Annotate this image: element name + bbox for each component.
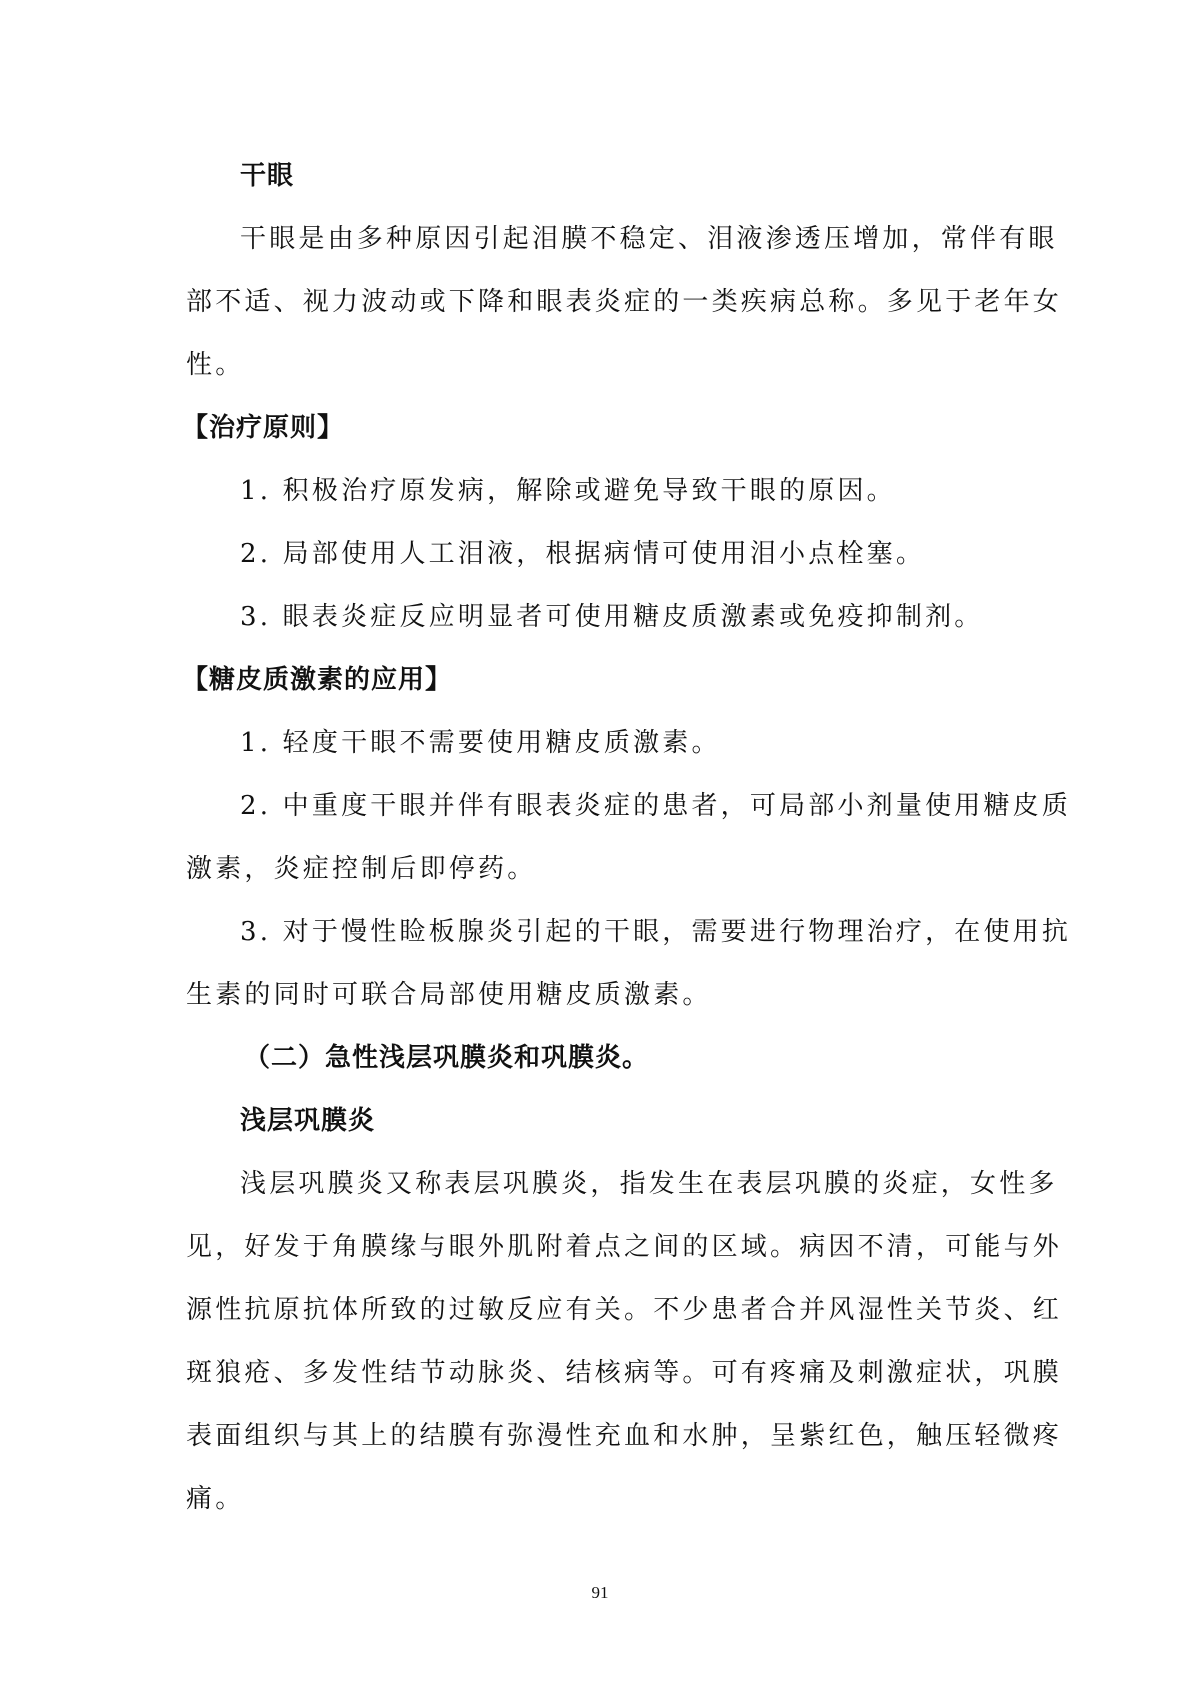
steroid-application-heading: 【糖皮质激素的应用】 (182, 665, 453, 695)
paragraph-line: 浅层巩膜炎又称表层巩膜炎，指发生在表层巩膜的炎症，女性多 (240, 1169, 1058, 1199)
paragraph-line: 部不适、视力波动或下降和眼表炎症的一类疾病总称。多见于老年女 (186, 287, 1063, 317)
steroid-item-continuation: 生素的同时可联合局部使用糖皮质激素。 (186, 980, 712, 1010)
page-number: 91 (591, 1583, 609, 1602)
steroid-item-continuation: 激素，炎症控制后即停药。 (186, 854, 537, 884)
treatment-item: 1. 积极治疗原发病，解除或避免导致干眼的原因。 (240, 476, 896, 506)
paragraph-line: 源性抗原抗体所致的过敏反应有关。不少患者合并风湿性关节炎、红 (186, 1295, 1063, 1325)
section-title-episcleritis: 浅层巩膜炎 (240, 1106, 376, 1136)
treatment-principles-heading: 【治疗原则】 (182, 413, 345, 443)
paragraph-line: 痛。 (186, 1484, 245, 1514)
paragraph-line: 斑狼疮、多发性结节动脉炎、结核病等。可有疼痛及刺激症状，巩膜 (186, 1358, 1063, 1388)
treatment-item: 3. 眼表炎症反应明显者可使用糖皮质激素或免疫抑制剂。 (240, 602, 984, 632)
steroid-item: 3. 对于慢性睑板腺炎引起的干眼，需要进行物理治疗，在使用抗 (240, 917, 1072, 947)
paragraph-line: 表面组织与其上的结膜有弥漫性充血和水肿，呈紫红色，触压轻微疼 (186, 1421, 1063, 1451)
steroid-item: 1. 轻度干眼不需要使用糖皮质激素。 (240, 728, 721, 758)
section-title-dry-eye: 干眼 (240, 161, 295, 191)
paragraph-line: 干眼是由多种原因引起泪膜不稳定、泪液渗透压增加，常伴有眼 (240, 224, 1058, 254)
page-content (182, 145, 1072, 1531)
paragraph-line: 见，好发于角膜缘与眼外肌附着点之间的区域。病因不清，可能与外 (186, 1232, 1063, 1262)
paragraph-line: 性。 (186, 350, 245, 380)
section-heading-scleritis: （二）急性浅层巩膜炎和巩膜炎。 (244, 1043, 650, 1073)
treatment-item: 2. 局部使用人工泪液，根据病情可使用泪小点栓塞。 (240, 539, 926, 569)
steroid-item: 2. 中重度干眼并伴有眼表炎症的患者，可局部小剂量使用糖皮质 (240, 791, 1072, 821)
